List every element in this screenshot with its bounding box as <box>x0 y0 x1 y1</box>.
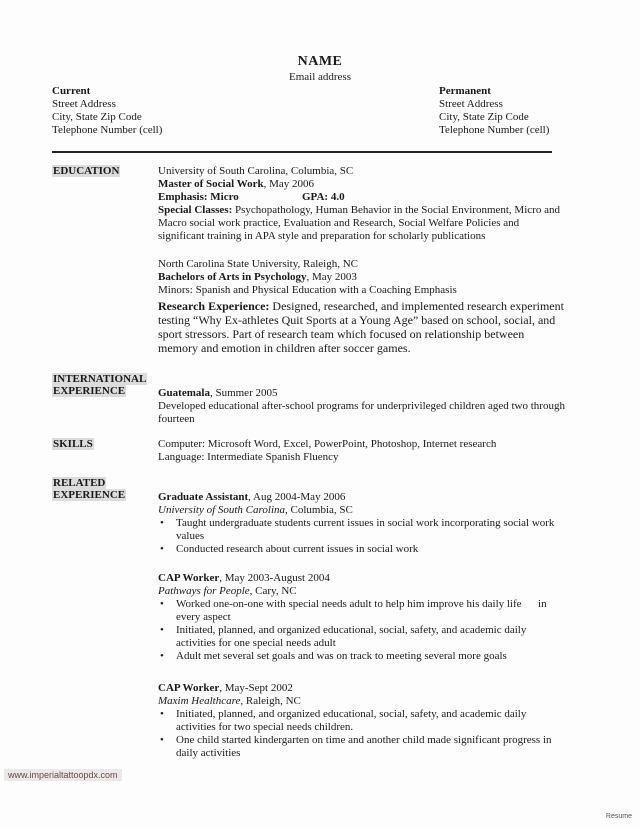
job-2-bullet-2-cont: activities for one special needs adult <box>176 637 336 649</box>
job-3-bullet-2: One child started kindergarten on time and another child made significant progress in <box>176 734 552 746</box>
permanent-label: Permanent <box>439 85 491 97</box>
education-school-1 <box>158 165 560 243</box>
list-item <box>158 734 552 760</box>
job-3-location: Raleigh, NC <box>243 695 301 707</box>
school-1-location: , Columbia, SC <box>285 165 354 177</box>
international-entry <box>158 387 565 426</box>
job-1-org: University of South Carolina <box>158 504 286 516</box>
current-label: Current <box>52 85 91 97</box>
special-classes-label: Special Classes: <box>158 204 233 216</box>
skills-language: Language: Intermediate Spanish Fluency <box>158 451 339 463</box>
international-place: Guatemala <box>158 387 210 399</box>
job-3-bullets <box>158 708 552 760</box>
special-classes-line-1: Psychopathology, Human Behavior in the Social Environment, Micro and <box>232 204 560 216</box>
job-2-bullet-2: Initiated, planned, and organized educational, social, safety, and academic daily <box>176 624 527 636</box>
job-1-bullets <box>158 517 554 556</box>
job-2-bullet-3: Adult met several set goals and was on track to meeting several more goals <box>176 650 507 662</box>
school-1-name: University of South Carolina <box>158 165 286 177</box>
special-classes-line-3: significant training in APA style and preparation for scholarly publications <box>158 230 486 242</box>
resume-name: NAME <box>297 54 343 69</box>
skills-entry <box>158 438 496 464</box>
education-school-2 <box>158 258 457 297</box>
education-heading: EDUCATION <box>53 165 120 177</box>
job-3-bullet-1-cont: activities for two special needs children. <box>176 721 354 733</box>
resume-tag: Resume <box>605 813 632 820</box>
related-heading <box>52 477 126 501</box>
email-address: Email address <box>288 71 351 83</box>
job-3-org: Maxim Healthcare, <box>158 695 244 707</box>
international-heading-line-2: EXPERIENCE <box>53 385 126 397</box>
research-line-1: Designed, researched, and implemented research experiment <box>269 299 564 313</box>
job-2-bullet-1-cont: every aspect <box>176 611 231 623</box>
international-date: , Summer 2005 <box>209 387 278 399</box>
school-2-date: , May 2003 <box>306 271 357 283</box>
permanent-address <box>439 85 549 137</box>
current-city: City, State Zip Code <box>52 111 142 123</box>
school-1-degree: Master of Social Work <box>158 178 264 190</box>
current-address <box>52 85 162 137</box>
school-2-degree: Bachelors of Arts in Psychology <box>158 271 307 283</box>
job-1-bullet-2: Conducted research about current issues in social work <box>176 543 419 555</box>
job-2-location: Cary, NC <box>252 585 297 597</box>
job-1 <box>158 491 554 556</box>
job-3 <box>158 682 552 760</box>
school-1-emphasis: Emphasis: Micro <box>158 191 239 203</box>
job-3-bullet-2-cont: daily activities <box>176 747 241 759</box>
international-heading <box>52 373 147 397</box>
list-item <box>158 708 552 734</box>
research-line-3: sport stressors. Part of research team which focused on relationship between <box>158 327 525 341</box>
job-1-location: , Columbia, SC <box>285 504 353 516</box>
job-1-bullet-1-cont: values <box>176 530 205 542</box>
job-1-date: , Aug 2004-May 2006 <box>248 491 346 503</box>
international-desc-2: fourteen <box>158 413 195 425</box>
permanent-city: City, State Zip Code <box>439 111 529 123</box>
special-classes-line-2: Macro social work practice, Evaluation and Research, Social Welfare Policies and <box>158 217 520 229</box>
job-2-date: , May 2003-August 2004 <box>219 572 330 584</box>
list-item <box>158 517 554 543</box>
job-1-title: Graduate Assistant <box>158 491 249 503</box>
international-heading-line-1: INTERNATIONAL <box>53 373 147 385</box>
school-2-minors: Minors: Spanish and Physical Education with a Coaching Emphasis <box>158 284 457 296</box>
school-1-date: , May 2006 <box>263 178 315 190</box>
list-item <box>158 624 547 650</box>
job-2 <box>158 572 547 663</box>
job-2-title: CAP Worker <box>158 572 220 584</box>
list-item <box>158 543 554 556</box>
job-1-bullet-1: Taught undergraduate students current issues in social work incorporating social work <box>176 517 555 529</box>
list-item <box>158 598 547 624</box>
research-label: Research Experience: <box>158 299 270 313</box>
job-3-date: , May-Sept 2002 <box>219 682 293 694</box>
job-3-title: CAP Worker <box>158 682 220 694</box>
job-2-org: Pathways for People, <box>158 585 253 597</box>
permanent-street: Street Address <box>439 98 503 110</box>
current-street: Street Address <box>52 98 116 110</box>
list-item <box>158 650 547 663</box>
school-2-location: , Raleigh, NC <box>297 258 359 270</box>
research-experience <box>158 299 564 355</box>
school-2-name: North Carolina State University <box>158 258 298 270</box>
watermark-url: www.imperialtattoopdx.com <box>4 769 122 781</box>
job-2-bullet-1: Worked one-on-one with special needs adult to help him improve his daily life in <box>176 598 547 610</box>
skills-heading: SKILLS <box>53 438 93 450</box>
current-phone: Telephone Number (cell) <box>52 124 163 136</box>
permanent-phone: Telephone Number (cell) <box>439 124 550 136</box>
job-2-bullets <box>158 598 547 663</box>
header-divider <box>52 151 552 153</box>
related-heading-line-2: EXPERIENCE <box>53 489 126 501</box>
school-1-gpa: GPA: 4.0 <box>302 191 345 203</box>
research-line-4: memory and emotion in children after soccer games. <box>158 341 411 355</box>
skills-computer: Computer: Microsoft Word, Excel, PowerPoint, Photoshop, Internet research <box>158 438 497 450</box>
research-line-2: testing “Why Ex-athletes Quit Sports at a Young Age” based on school, social, and <box>158 313 556 327</box>
related-heading-line-1: RELATED <box>53 477 106 489</box>
job-3-bullet-1: Initiated, planned, and organized educational, social, safety, and academic daily <box>176 708 527 720</box>
international-desc-1: Developed educational after-school programs for underprivileged children aged two through <box>158 400 565 412</box>
